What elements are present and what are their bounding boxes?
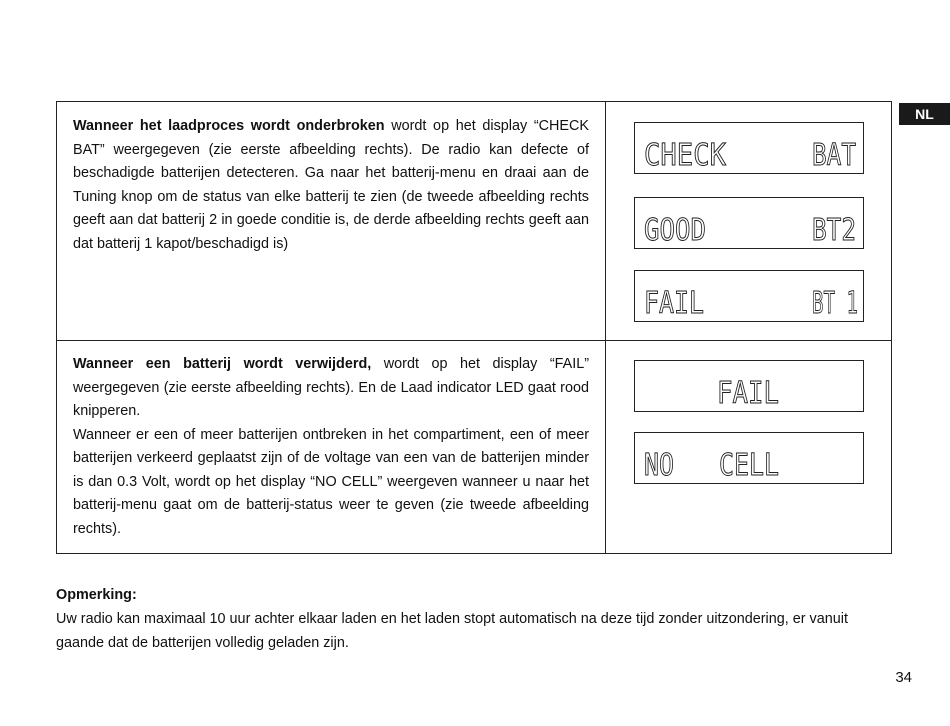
column-divider	[605, 102, 606, 553]
row-1-text: wordt op het display “CHECK BAT” weergegeven (zie eerste afbeelding rechts). De radio kan defecte of beschadigde batterijen detecteren. Ga naar het batterij-menu en draai aan de Tuning knop om de status van elke batterij te zien (de tweede afbeelding rechts geeft aan dat batterij 2 in goede conditie is, de derde afbeelding rechts geeft aan dat batterij 1 kapot/beschadigd is)	[73, 118, 589, 252]
row-2-bold: Wanneer een batterij wordt verwijderd,	[73, 356, 372, 372]
lcd-check-bat	[634, 122, 864, 174]
lcd-fail-center-text: FAIL	[717, 376, 779, 411]
row-divider	[57, 340, 891, 341]
page-number: 34	[895, 669, 912, 686]
lcd-no-cell	[634, 432, 864, 484]
instruction-table	[56, 101, 892, 554]
lcd-check-bat-right-text: BAT	[812, 138, 856, 173]
lcd-fail-bt1-right-text: BT 1	[812, 286, 858, 321]
lcd-good-bt2-segments	[635, 198, 865, 250]
row-2-text-2: Wanneer er een of meer batterijen ontbreken in het compartiment, een of meer batterijen verkeerd geplaatst zijn of de voltage van een van de batterijen minder is dan 0.3 Volt, wordt op het display “NO CELL” weergeven wanneer u naar het batterij-menu gaat om de batterij-status weer te geven (zie tweede afbeelding rechts).	[73, 426, 589, 537]
note-section	[56, 583, 896, 655]
lcd-no-cell-mid-text: CELL	[719, 448, 779, 483]
lcd-fail	[634, 360, 864, 412]
lcd-fail-bt1-left-text: FAIL	[644, 286, 704, 321]
lcd-no-cell-segments	[635, 433, 865, 485]
lcd-fail-bt1	[634, 270, 864, 322]
lcd-fail-segments	[635, 361, 865, 413]
lcd-check-bat-segments	[635, 123, 865, 175]
note-title: Opmerking:	[56, 587, 137, 603]
row-1-description	[73, 115, 589, 256]
row-2-text: wordt op het display “FAIL” weergegeven (zie eerste afbeelding rechts). En de Laad indicator LED gaat rood knipperen.	[73, 356, 589, 419]
language-tab: NL	[899, 103, 950, 125]
lcd-good-bt2-left-text: GOOD	[644, 213, 706, 248]
lcd-check-bat-left-text	[644, 138, 726, 173]
row-2-description	[73, 353, 589, 541]
lcd-good-bt2-right-text: BT2	[812, 213, 856, 248]
row-1-bold: Wanneer het laadproces wordt onderbroken	[73, 118, 385, 134]
lcd-no-cell-left-text: NO	[644, 448, 674, 483]
svg-text:CHECK: CHECK	[644, 138, 726, 173]
lcd-good-bt2	[634, 197, 864, 249]
note-text: Uw radio kan maximaal 10 uur achter elkaar laden en het laden stopt automatisch na deze tijd zonder uitzondering, er vanuit gaande dat de batterijen volledig geladen zijn.	[56, 611, 848, 651]
lcd-fail-bt1-segments	[635, 271, 865, 323]
